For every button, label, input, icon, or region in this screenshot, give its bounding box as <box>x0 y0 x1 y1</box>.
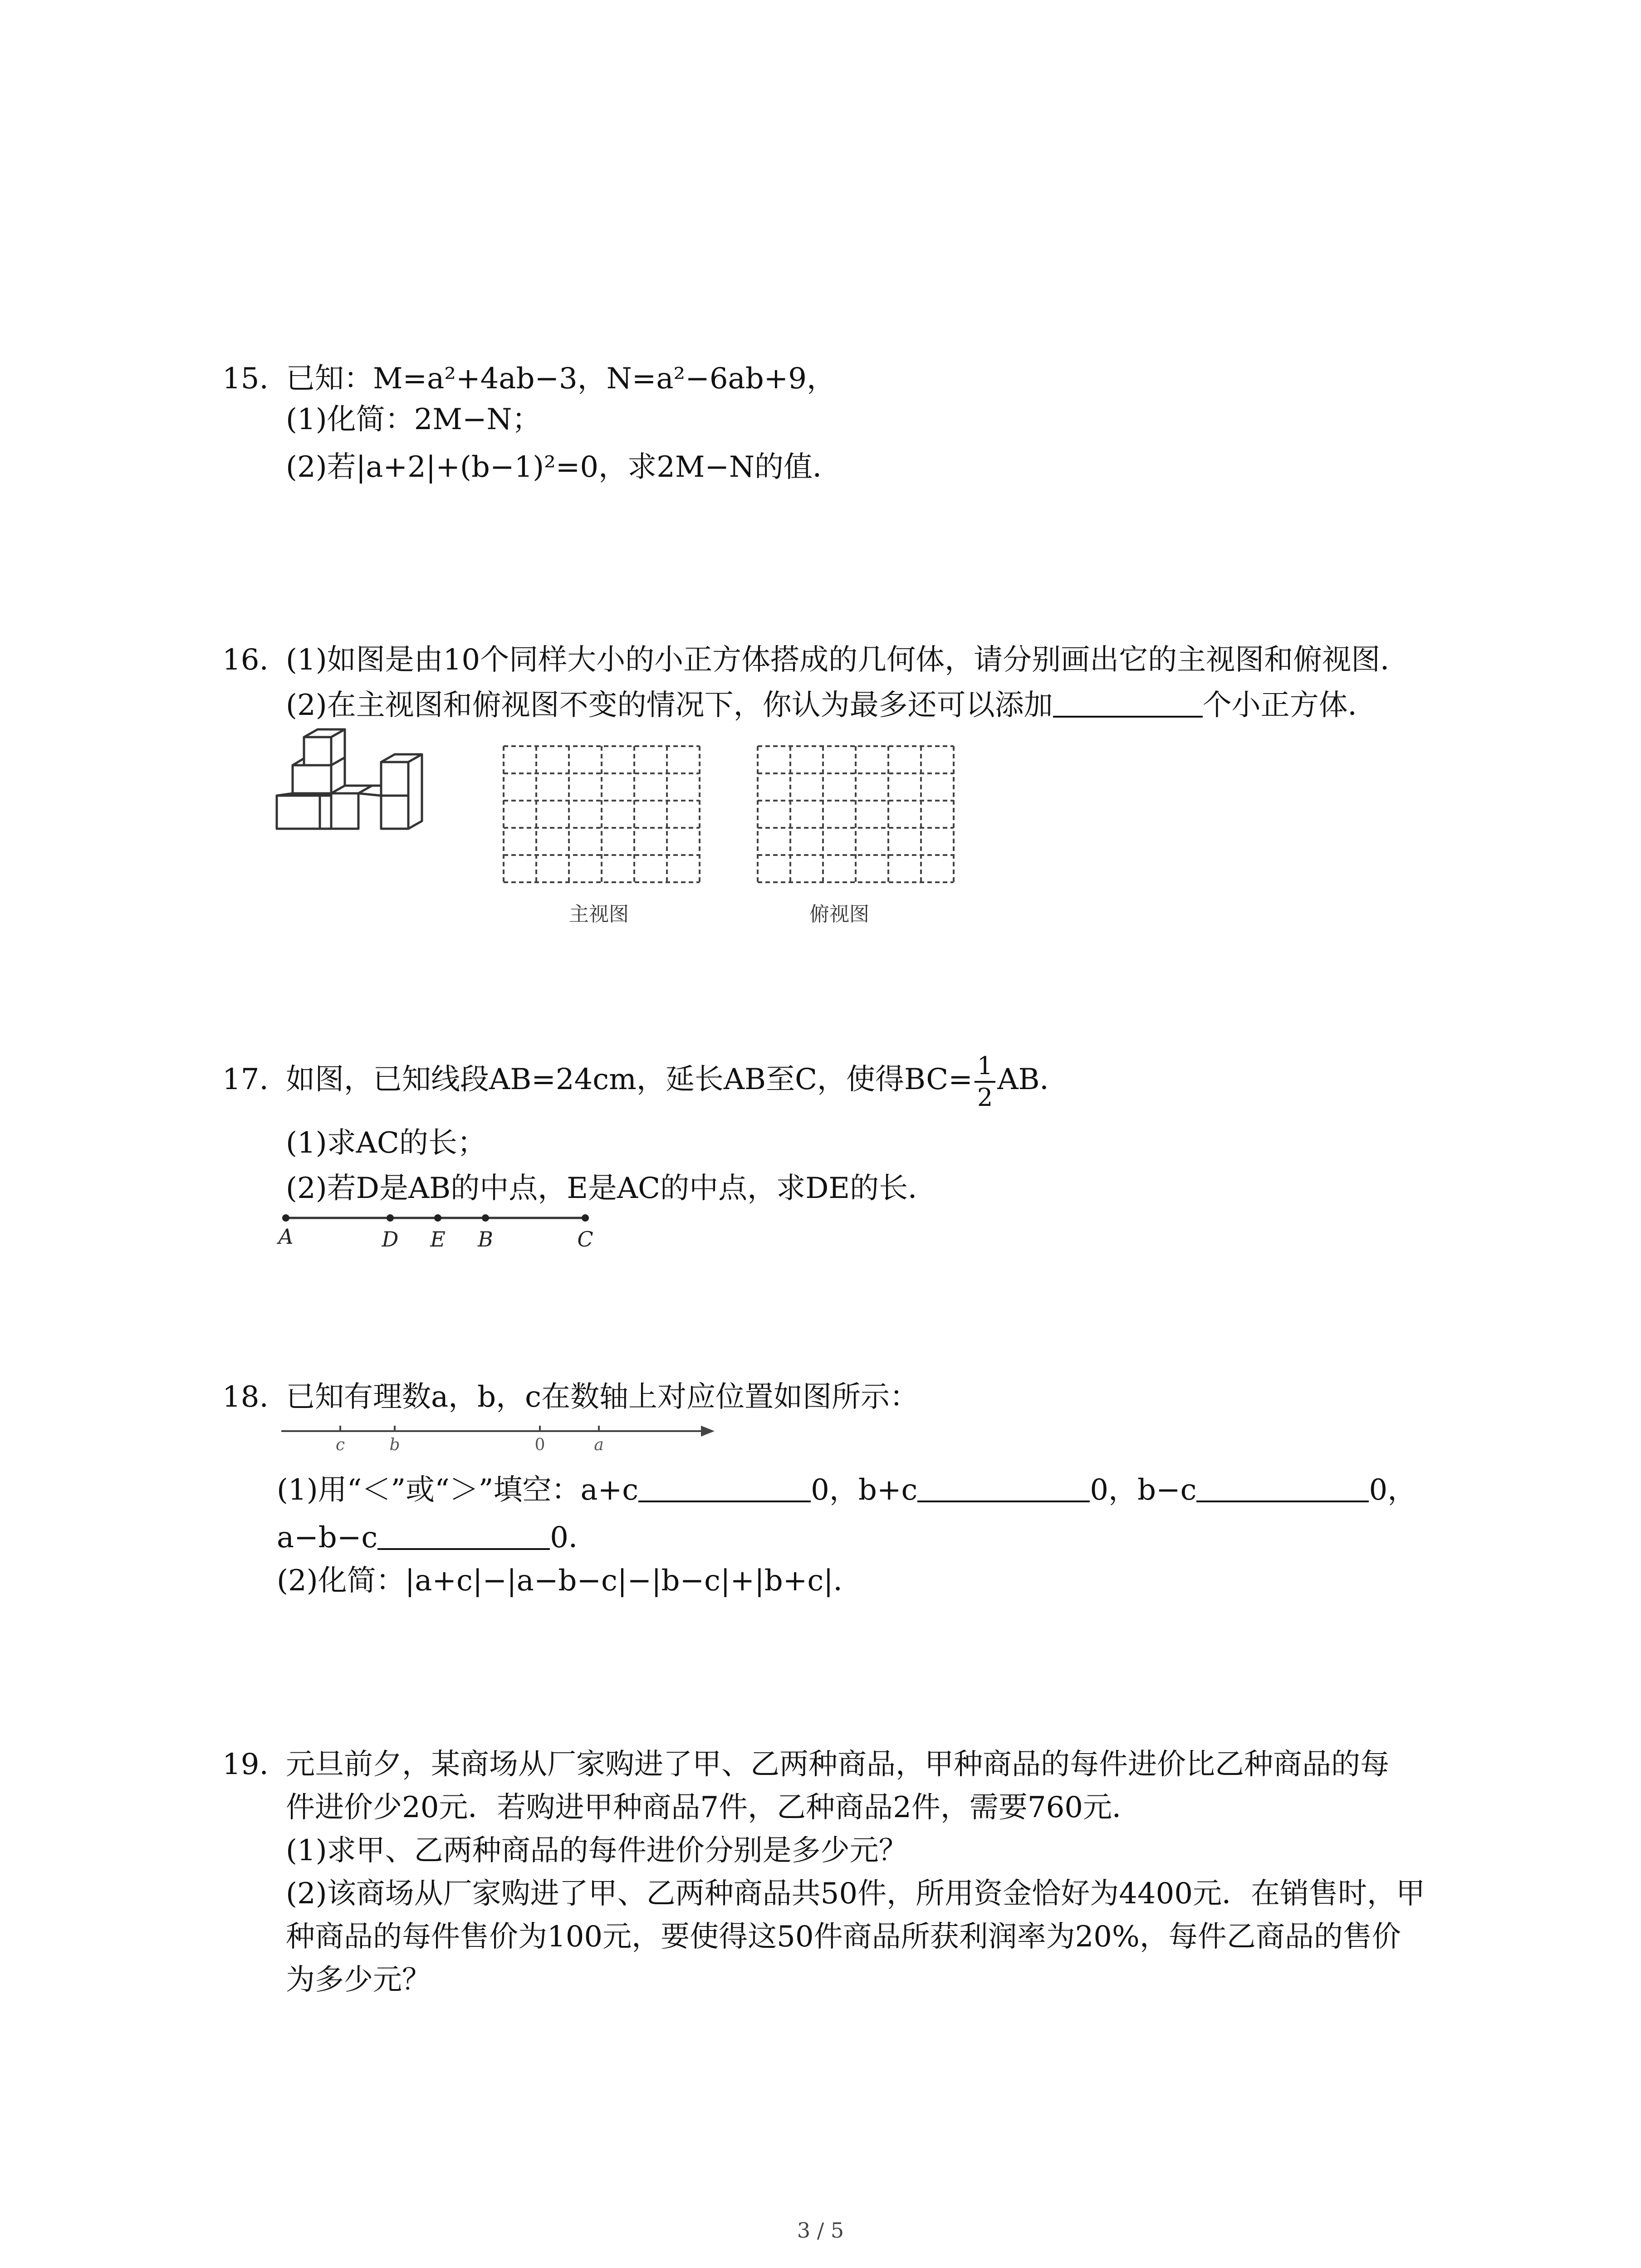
segment-figure <box>272 1202 599 1252</box>
answer-blank[interactable] <box>917 1475 1090 1502</box>
front-view-grid[interactable] <box>495 739 712 930</box>
q18-p1-e: a−b−c <box>277 1521 378 1554</box>
fraction-numerator: 1 <box>975 1054 995 1083</box>
q18-number: 18. <box>222 1380 269 1414</box>
point-b <box>482 1214 489 1222</box>
label-a: A <box>278 1224 294 1249</box>
answer-blank[interactable] <box>1053 690 1203 718</box>
axis-label-b: b <box>389 1436 400 1454</box>
q19-part2-line2: 种商品的每件售价为100元，要使得这50件商品所获利润率为20%，每件乙商品的售价 <box>286 1920 1401 1954</box>
q17-stem <box>222 1043 1068 1116</box>
point-c <box>582 1214 589 1222</box>
q15-number: 15. <box>222 362 269 396</box>
q18-part2: (2)化简：|a+c|−|a−b−c|−|b−c|+|b+c|． <box>277 1564 862 1598</box>
label-d: D <box>382 1227 399 1251</box>
q18-p1-b: 0，b+c <box>811 1473 918 1507</box>
one-half-fraction <box>975 1051 995 1112</box>
q18-stem <box>222 1377 919 1418</box>
point-d <box>387 1214 394 1222</box>
answer-blank[interactable] <box>377 1523 550 1550</box>
page-number: 3 / 5 <box>797 2218 844 2243</box>
q18-p1-c: 0，b−c <box>1090 1473 1197 1507</box>
answer-blank[interactable] <box>1196 1475 1369 1502</box>
q16-part2-post: 个小正方体． <box>1202 689 1377 722</box>
q18-stem-text: 已知有理数a，b，c在数轴上对应位置如图所示： <box>286 1380 919 1414</box>
q16-part1-line <box>222 640 1409 680</box>
axis-label-c: c <box>335 1436 345 1454</box>
q16-number: 16. <box>222 643 269 677</box>
label-c: C <box>577 1227 593 1251</box>
answer-blank[interactable] <box>638 1475 811 1502</box>
label-e: E <box>430 1227 446 1251</box>
q18-part1-cont <box>277 1517 598 1558</box>
point-a <box>282 1214 289 1222</box>
q17-stem-post: AB． <box>997 1063 1069 1096</box>
q16-part2 <box>286 685 1377 726</box>
label-b: B <box>478 1227 493 1251</box>
fraction-denominator: 2 <box>977 1083 993 1112</box>
top-view-grid[interactable] <box>749 739 966 930</box>
q18-p1-d: 0， <box>1369 1473 1417 1507</box>
axis-label-a: a <box>594 1436 604 1454</box>
q15-stem-text: 已知：M=a²+4ab−3，N=a²−6ab+9， <box>286 362 836 396</box>
q16-part1: (1)如图是由10个同样大小的小正方体搭成的几何体，请分别画出它的主视图和俯视图． <box>286 643 1410 677</box>
q19-part2-line1: (2)该商场从厂家购进了甲、乙两种商品共50件，所用资金恰好为4400元．在销售时，甲 <box>286 1877 1425 1911</box>
q19-line1 <box>222 1744 1389 1785</box>
q19-part2-line3: 为多少元？ <box>286 1963 431 1997</box>
q19-line1-text: 元旦前夕，某商场从厂家购进了甲、乙两种商品，甲种商品的每件进价比乙种商品的每 <box>286 1748 1389 1781</box>
q18-p1-a: (1)用“＜”或“＞”填空：a+c <box>277 1473 639 1507</box>
top-view-caption: 俯视图 <box>809 903 869 926</box>
point-e <box>434 1214 441 1222</box>
q16-part2-pre: (2)在主视图和俯视图不变的情况下，你认为最多还可以添加 <box>286 689 1053 722</box>
q15-stem <box>222 358 836 399</box>
q18-part1 <box>277 1470 1416 1510</box>
q17-number: 17. <box>222 1063 269 1096</box>
front-view-caption: 主视图 <box>569 903 629 926</box>
cube-solid-figure <box>272 726 440 889</box>
q17-part2: (2)若D是AB的中点，E是AC的中点，求DE的长． <box>286 1172 937 1205</box>
q15-part1: (1)化简：2M−N； <box>286 403 541 436</box>
q17-part1: (1)求AC的长； <box>286 1126 486 1160</box>
axis-label-zero: 0 <box>534 1436 545 1454</box>
q18-p1-f: 0． <box>550 1521 598 1554</box>
number-line-figure <box>281 1422 717 1454</box>
arrow-head-icon <box>701 1426 715 1437</box>
q19-line2: 件进价少20元．若购进甲种商品7件，乙种商品2件，需要760元． <box>286 1791 1141 1824</box>
q17-stem-pre: 如图，已知线段AB=24cm，延长AB至C，使得BC= <box>286 1063 973 1096</box>
q19-number: 19. <box>222 1748 269 1781</box>
q19-part1: (1)求甲、乙两种商品的每件进价分别是多少元？ <box>286 1834 908 1867</box>
q15-part2: (2)若|a+2|+(b−1)²=0，求2M−N的值． <box>286 450 842 484</box>
